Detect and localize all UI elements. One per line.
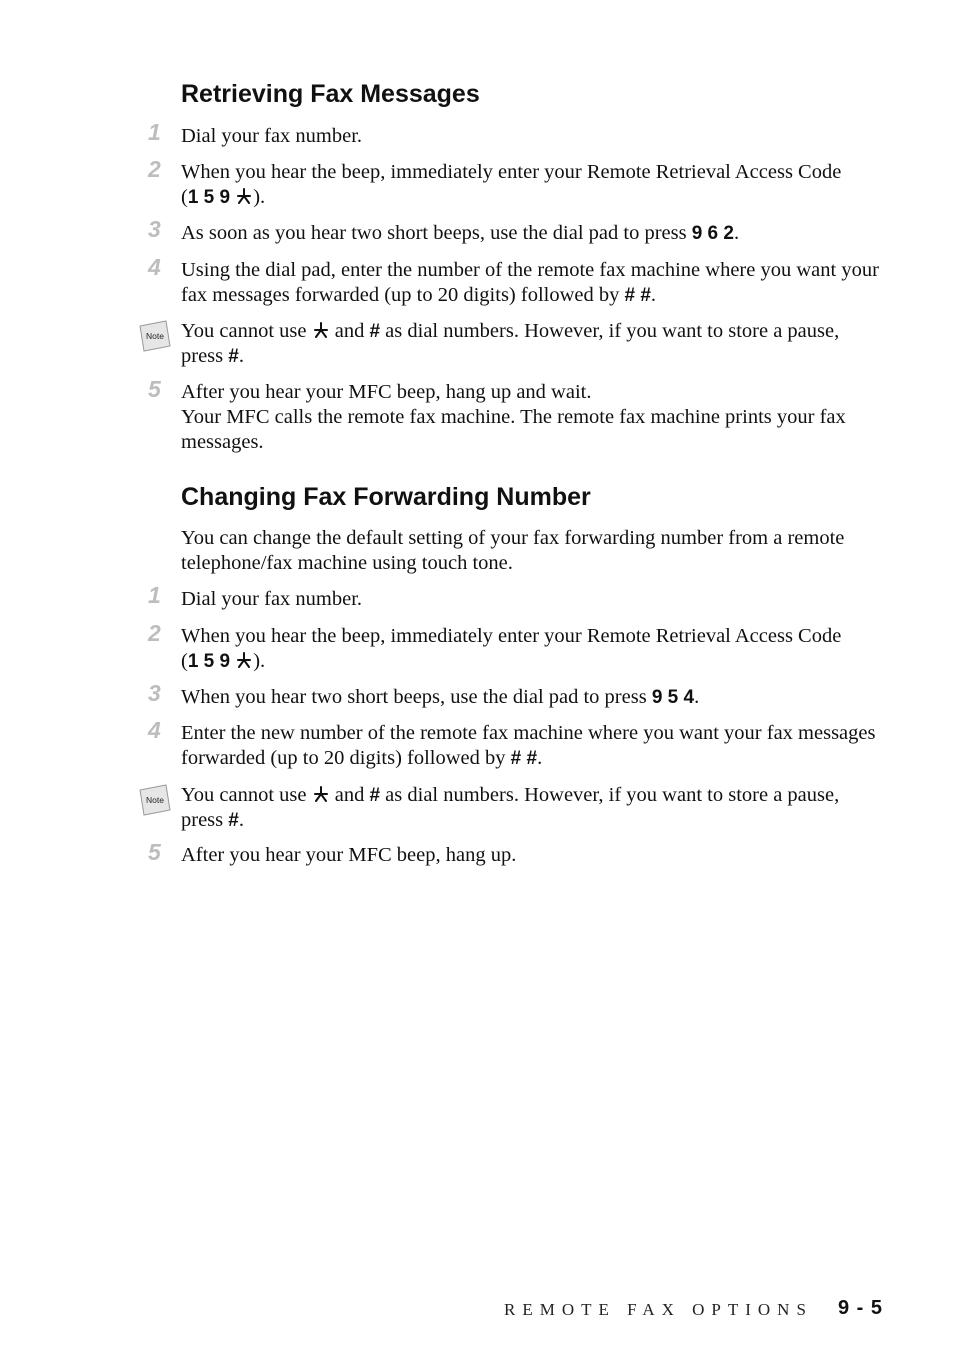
star-key-icon bbox=[236, 188, 252, 204]
note-icon bbox=[136, 318, 172, 354]
step-number: 2 bbox=[148, 156, 161, 182]
step-text: Dial your fax number. bbox=[181, 125, 363, 147]
svg-text:Note: Note bbox=[146, 795, 164, 805]
step-text: When you hear the beep, immediately enter your Remote Retrieval Access Code (1 5 9 ). bbox=[181, 161, 842, 208]
svg-text:Note: Note bbox=[146, 331, 164, 341]
step-number: 4 bbox=[148, 254, 161, 280]
star-key-icon bbox=[313, 786, 329, 802]
step-number: 2 bbox=[148, 620, 161, 646]
step-number: 1 bbox=[148, 582, 161, 608]
star-key-icon bbox=[313, 322, 329, 338]
key-sequence: 9 6 2 bbox=[691, 223, 734, 244]
note-icon bbox=[136, 782, 172, 818]
note-text: You cannot use and # as dial numbers. However, if you want to store a pause, press #. bbox=[181, 784, 840, 831]
key-sequence: 9 5 4 bbox=[651, 687, 695, 708]
access-code: 1 5 9 bbox=[187, 187, 231, 208]
page-number: 9 - 5 bbox=[838, 1297, 884, 1319]
step-text: After you hear your MFC beep, hang up. bbox=[181, 844, 517, 866]
step-number: 1 bbox=[148, 119, 161, 145]
star-key-icon bbox=[236, 652, 252, 668]
note-text: You cannot use and # as dial numbers. However, if you want to store a pause, press #. bbox=[181, 320, 840, 367]
step-text: Dial your fax number. bbox=[181, 588, 363, 610]
step-number: 4 bbox=[148, 717, 161, 743]
step-text: Enter the new number of the remote fax machine where you want your fax messages forwarded (up to 20 digits) followed by # #. bbox=[181, 722, 876, 769]
footer-chapter-title: REMOTE FAX OPTIONS bbox=[504, 1300, 813, 1319]
key-sequence: # # bbox=[510, 748, 538, 769]
step-text: After you hear your MFC beep, hang up and wait. Your MFC calls the remote fax machine. The remote fax machine prints your fax messages. bbox=[181, 381, 846, 453]
section-title-changing: Changing Fax Forwarding Number bbox=[181, 483, 591, 511]
step-number: 5 bbox=[148, 839, 161, 865]
step-number: 5 bbox=[148, 376, 161, 402]
step-text: Using the dial pad, enter the number of the remote fax machine where you want your fax messages forwarded (up to 20 digits) followed by # #. bbox=[181, 259, 879, 306]
step-text: When you hear the beep, immediately enter your Remote Retrieval Access Code (1 5 9 ). bbox=[181, 625, 842, 672]
step-number: 3 bbox=[148, 680, 161, 706]
key-sequence: # # bbox=[624, 285, 651, 306]
step-text: When you hear two short beeps, use the dial pad to press 9 5 4. bbox=[181, 686, 700, 708]
step-number: 3 bbox=[148, 216, 161, 242]
intro-paragraph: You can change the default setting of your fax forwarding number from a remote telephone/fax machine using touch tone. bbox=[181, 527, 845, 574]
step-text: As soon as you hear two short beeps, use the dial pad to press 9 6 2. bbox=[181, 222, 740, 244]
access-code: 1 5 9 bbox=[187, 651, 231, 672]
section-title-retrieving: Retrieving Fax Messages bbox=[181, 80, 480, 108]
